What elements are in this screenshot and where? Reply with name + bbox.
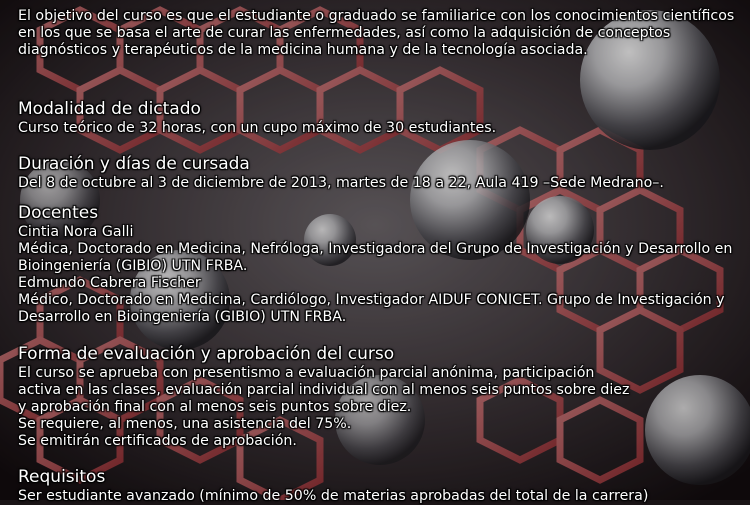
teacher-description: Médica, Doctorado en Medicina, Nefróloga, Investigadora del Grupo de Investigación y Desarrollo en Bioingeniería (GIBIO) UTN FRBA. [18,241,733,274]
section-line: y aprobación final con al menos seis puntos sobre diez. [18,399,412,415]
intro-text: El objetivo del curso es que el estudiante o graduado se familiarice con los conocimientos científicos en los que se basa el arte de curar las enfermedades, así como la adquisición de conceptos diagnósticos y terapéuticos de la medicina humana y de la tecnología asociada. [18,8,735,58]
section-line: Se requiere, al menos, una asistencia del 75%. [18,416,352,432]
section-text: Curso teórico de 32 horas, con un cupo máximo de 30 estudiantes. [18,120,497,136]
section-line: El curso se aprueba con presentismo a evaluación parcial anónima, participación [18,365,595,381]
teacher-name: Edmundo Cabrera Fischer [18,275,201,291]
teacher-description: Médico, Doctorado en Medicina, Cardiólogo, Investigador AIDUF CONICET. Grupo de Investigación y Desarrollo en Bioingeniería (GIBIO) UTN FRBA. [18,292,725,325]
section-duracion [18,154,738,192]
section-heading: Requisitos [18,467,106,487]
section-requisitos [18,467,738,505]
section-line: activa en las clases, evaluación parcial individual con al menos seis puntos sobre diez [18,382,630,398]
section-text: Del 8 de octubre al 3 de diciembre de 2013, martes de 18 a 22, Aula 419 –Sede Medrano–. [18,175,664,191]
section-heading: Docentes [18,203,99,223]
section-heading: Modalidad de dictado [18,99,201,119]
teacher-name: Cintia Nora Galli [18,224,134,240]
section-heading: Forma de evaluación y aprobación del curso [18,344,395,364]
section-text: Ser estudiante avanzado (mínimo de 50% de materias aprobadas del total de la carrera) [18,488,649,504]
section-docentes [18,203,738,326]
section-heading: Duración y días de cursada [18,154,250,174]
section-modalidad [18,99,738,137]
section-line: Se emitirán certificados de aprobación. [18,433,297,449]
intro-block [18,8,738,59]
section-evaluacion [18,344,738,450]
